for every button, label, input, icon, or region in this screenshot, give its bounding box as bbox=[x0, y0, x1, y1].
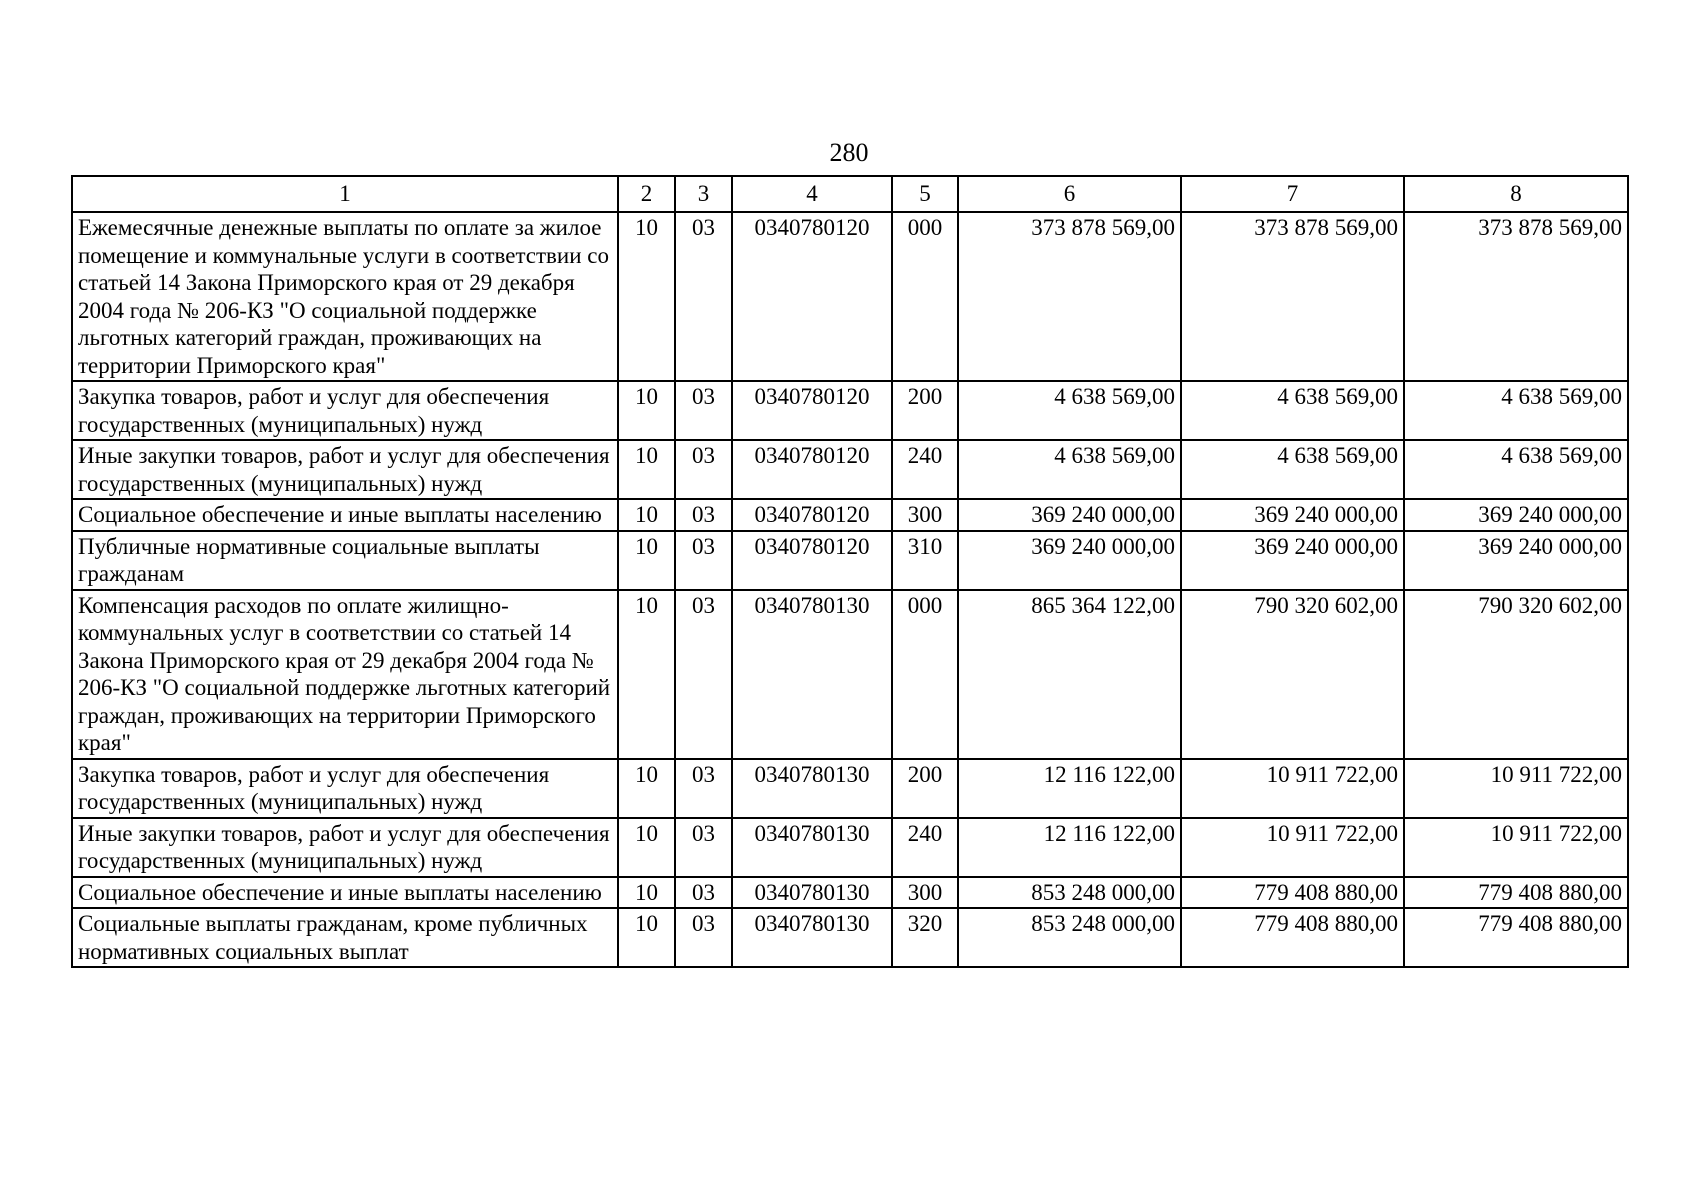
row-amount-7: 373 878 569,00 bbox=[1181, 212, 1404, 381]
column-header-8: 8 bbox=[1404, 176, 1628, 212]
row-section: 10 bbox=[618, 818, 675, 877]
row-amount-8: 369 240 000,00 bbox=[1404, 499, 1628, 531]
row-amount-6: 369 240 000,00 bbox=[958, 531, 1181, 590]
row-section: 10 bbox=[618, 531, 675, 590]
row-amount-7: 790 320 602,00 bbox=[1181, 590, 1404, 759]
row-name: Закупка товаров, работ и услуг для обеспечения государственных (муниципальных) нужд bbox=[72, 759, 618, 818]
row-amount-7: 779 408 880,00 bbox=[1181, 877, 1404, 909]
row-expense-type: 300 bbox=[892, 877, 958, 909]
table-row bbox=[72, 212, 1628, 381]
row-amount-8: 10 911 722,00 bbox=[1404, 759, 1628, 818]
row-amount-8: 4 638 569,00 bbox=[1404, 440, 1628, 499]
page-number: 280 bbox=[829, 138, 869, 167]
row-target-code: 0340780130 bbox=[732, 908, 892, 967]
row-amount-6: 373 878 569,00 bbox=[958, 212, 1181, 381]
row-section: 10 bbox=[618, 381, 675, 440]
row-subsection: 03 bbox=[675, 381, 732, 440]
row-expense-type: 300 bbox=[892, 499, 958, 531]
table-row bbox=[72, 818, 1628, 877]
row-target-code: 0340780120 bbox=[732, 381, 892, 440]
row-target-code: 0340780130 bbox=[732, 818, 892, 877]
row-target-code: 0340780130 bbox=[732, 759, 892, 818]
column-header-3: 3 bbox=[675, 176, 732, 212]
table-row bbox=[72, 499, 1628, 531]
row-expense-type: 320 bbox=[892, 908, 958, 967]
budget-table bbox=[71, 175, 1629, 968]
row-name: Социальные выплаты гражданам, кроме публичных нормативных социальных выплат bbox=[72, 908, 618, 967]
row-name: Ежемесячные денежные выплаты по оплате за жилое помещение и коммунальные услуги в соответствии со статьей 14 Закона Приморского края от 29 декабря 2004 года № 206-КЗ "О социальной поддержке льготных категорий граждан, проживающих на территории Приморского края" bbox=[72, 212, 618, 381]
row-amount-6: 853 248 000,00 bbox=[958, 877, 1181, 909]
row-amount-8: 779 408 880,00 bbox=[1404, 877, 1628, 909]
row-target-code: 0340780120 bbox=[732, 440, 892, 499]
row-amount-6: 369 240 000,00 bbox=[958, 499, 1181, 531]
row-subsection: 03 bbox=[675, 908, 732, 967]
table-row bbox=[72, 877, 1628, 909]
row-section: 10 bbox=[618, 908, 675, 967]
row-amount-6: 12 116 122,00 bbox=[958, 818, 1181, 877]
column-header-2: 2 bbox=[618, 176, 675, 212]
row-section: 10 bbox=[618, 590, 675, 759]
row-expense-type: 240 bbox=[892, 818, 958, 877]
row-amount-6: 12 116 122,00 bbox=[958, 759, 1181, 818]
row-section: 10 bbox=[618, 212, 675, 381]
row-subsection: 03 bbox=[675, 818, 732, 877]
row-target-code: 0340780130 bbox=[732, 877, 892, 909]
row-name: Социальное обеспечение и иные выплаты населению bbox=[72, 877, 618, 909]
row-expense-type: 240 bbox=[892, 440, 958, 499]
column-header-5: 5 bbox=[892, 176, 958, 212]
row-expense-type: 000 bbox=[892, 212, 958, 381]
row-subsection: 03 bbox=[675, 590, 732, 759]
header-row bbox=[72, 176, 1628, 212]
row-amount-7: 4 638 569,00 bbox=[1181, 440, 1404, 499]
row-amount-8: 779 408 880,00 bbox=[1404, 908, 1628, 967]
row-amount-8: 369 240 000,00 bbox=[1404, 531, 1628, 590]
row-expense-type: 200 bbox=[892, 759, 958, 818]
column-header-1: 1 bbox=[72, 176, 618, 212]
row-section: 10 bbox=[618, 440, 675, 499]
row-expense-type: 200 bbox=[892, 381, 958, 440]
column-header-6: 6 bbox=[958, 176, 1181, 212]
table-row bbox=[72, 908, 1628, 967]
row-section: 10 bbox=[618, 877, 675, 909]
row-amount-8: 4 638 569,00 bbox=[1404, 381, 1628, 440]
row-expense-type: 310 bbox=[892, 531, 958, 590]
row-amount-8: 790 320 602,00 bbox=[1404, 590, 1628, 759]
row-subsection: 03 bbox=[675, 440, 732, 499]
row-name: Социальное обеспечение и иные выплаты населению bbox=[72, 499, 618, 531]
row-name: Публичные нормативные социальные выплаты гражданам bbox=[72, 531, 618, 590]
row-section: 10 bbox=[618, 499, 675, 531]
row-amount-6: 4 638 569,00 bbox=[958, 381, 1181, 440]
row-subsection: 03 bbox=[675, 759, 732, 818]
row-name: Иные закупки товаров, работ и услуг для обеспечения государственных (муниципальных) нужд bbox=[72, 440, 618, 499]
column-header-4: 4 bbox=[732, 176, 892, 212]
row-amount-6: 4 638 569,00 bbox=[958, 440, 1181, 499]
row-target-code: 0340780120 bbox=[732, 499, 892, 531]
row-subsection: 03 bbox=[675, 877, 732, 909]
row-amount-6: 865 364 122,00 bbox=[958, 590, 1181, 759]
row-amount-8: 10 911 722,00 bbox=[1404, 818, 1628, 877]
table-row bbox=[72, 381, 1628, 440]
row-amount-7: 779 408 880,00 bbox=[1181, 908, 1404, 967]
table-row bbox=[72, 759, 1628, 818]
row-amount-7: 369 240 000,00 bbox=[1181, 499, 1404, 531]
row-expense-type: 000 bbox=[892, 590, 958, 759]
row-amount-7: 10 911 722,00 bbox=[1181, 759, 1404, 818]
row-amount-6: 853 248 000,00 bbox=[958, 908, 1181, 967]
row-target-code: 0340780120 bbox=[732, 531, 892, 590]
row-amount-7: 10 911 722,00 bbox=[1181, 818, 1404, 877]
row-subsection: 03 bbox=[675, 531, 732, 590]
row-target-code: 0340780120 bbox=[732, 212, 892, 381]
row-subsection: 03 bbox=[675, 212, 732, 381]
row-amount-7: 369 240 000,00 bbox=[1181, 531, 1404, 590]
row-name: Закупка товаров, работ и услуг для обеспечения государственных (муниципальных) нужд bbox=[72, 381, 618, 440]
row-name: Компенсация расходов по оплате жилищно-коммунальных услуг в соответствии со статьей 14 Закона Приморского края от 29 декабря 2004 года № 206-КЗ "О социальной поддержке льготных категорий граждан, проживающих на территории Приморского края" bbox=[72, 590, 618, 759]
table-row bbox=[72, 440, 1628, 499]
table-row bbox=[72, 590, 1628, 759]
row-amount-7: 4 638 569,00 bbox=[1181, 381, 1404, 440]
row-target-code: 0340780130 bbox=[732, 590, 892, 759]
table-row bbox=[72, 531, 1628, 590]
column-header-7: 7 bbox=[1181, 176, 1404, 212]
row-amount-8: 373 878 569,00 bbox=[1404, 212, 1628, 381]
row-name: Иные закупки товаров, работ и услуг для обеспечения государственных (муниципальных) нужд bbox=[72, 818, 618, 877]
row-section: 10 bbox=[618, 759, 675, 818]
row-subsection: 03 bbox=[675, 499, 732, 531]
